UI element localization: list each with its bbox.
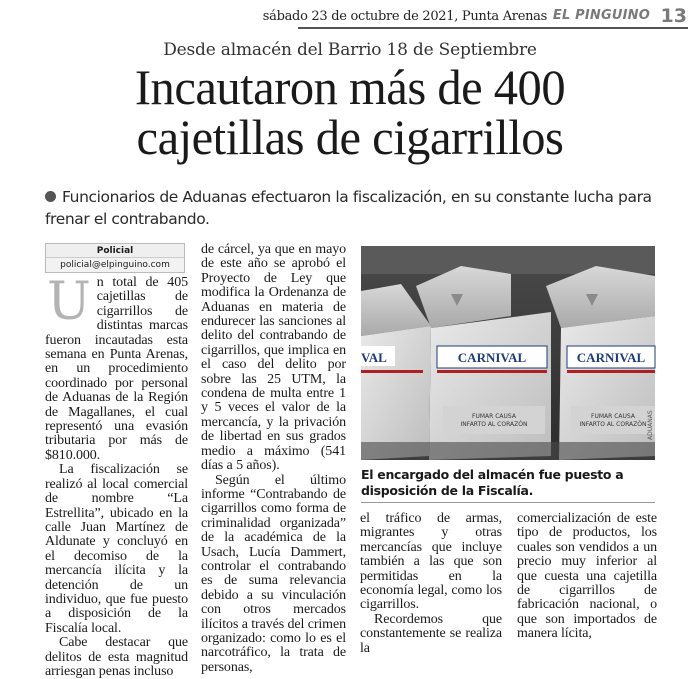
page-header [0,6,700,26]
section-email: policial@elpinguino.com [46,257,184,272]
photo-warning-2: INFARTO AL CORAZÓN [460,421,528,428]
headline-line-2: cajetillas de cigarrillos [136,109,564,165]
paragraph: Recordemos que constantemente se realiza la [360,611,502,656]
paragraph: el tráfico de armas, migrantes y otras mercancías que incluye también a las que son permitidas en la economía legal, como los cigarrillos. [360,511,502,613]
article-kicker: Desde almacén del Barrio 18 de Septiembre [163,40,537,60]
paragraph: de cárcel, ya que en mayo de este año se aprobó el Proyecto de Ley que modifica la Ordenanza de Aduanas en materia de endurecer las sanciones al delito del contrabando de cigarrillos, que implica en el caso del delito por sobre las 25 UTM, la condena de multa entre 1 y 5 veces el valor de la mercancía, y la privación de libertad en sus grados medio a máximo (541 días a 5 años). [201,242,346,474]
newspaper-brand: EL PINGUINO [552,8,650,23]
photo-brand-center: CARNIVAL [457,350,527,365]
paragraph: Según el último informe “Contrabando de cigarrillos como forma de criminalidad organizada” de la académica de la Usach, Lucía Dammert, controlar el contrabando es de suma relevancia debido a su vinculación con otros mercados ilícitos a través del crimen organizado: como lo es el narcotráfico, la trata de personas, [201,472,346,675]
paragraph-text: n total de 405 cajetillas de cigarrillos de distintas marcas fueron incautadas esta semana en Punta Arenas, en un procedimiento coordinado por personal de Aduanas de la Región de Magallanes, el cual representó una evasión tributaria por más de $810.000. [45,275,188,463]
section-label: Policial [46,244,184,257]
photo-warning-1: FUMAR CAUSA [472,413,516,420]
headline-line-1: Incautaron más de 400 [134,59,566,115]
article-photo [361,246,655,460]
photo-warning-4: INFARTO AL CORAZÓN [579,421,647,428]
drop-cap: U [47,272,91,332]
body-column-1 [45,272,188,679]
caption-rule [361,502,655,503]
photo-warning-3: FUMAR CAUSA [591,413,635,420]
page-number: 13 [660,5,687,27]
paragraph: comercialización de este tipo de productos, los cuales son vendidos a un precio muy inferior al que cuesta una cajetilla de cigarrillos de fabricación nacional, o que son importados de manera lícita, [517,511,657,642]
paragraph [45,272,188,463]
photo-credit: ADUANAS [647,410,654,440]
header-rule [298,27,688,29]
article-lead [45,186,690,230]
body-column-3 [360,512,502,656]
paragraph: Cabe destacar que delitos de esta magnitud arriesgan penas incluso [45,635,188,679]
section-tag [45,243,185,273]
lead-text: Funcionarios de Aduanas efectuaron la fiscalización, en su constante lucha para frenar el contrabando. [45,188,652,228]
cigarette-packs-illustration [361,246,655,460]
body-column-2 [201,243,346,675]
body-column-4 [517,512,657,642]
photo-brand-right: CARNIVAL [576,350,646,365]
photo-brand-left: VAL [361,350,387,365]
header-date-location: sábado 23 de octubre de 2021, Punta Arenas [262,9,547,24]
article-headline [11,59,690,165]
bullet-icon [45,191,56,202]
paragraph: La fiscalización se realizó al local comercial de nombre “La Estrellita”, ubicado en la calle Juan Martínez de Aldunate y concluyó en el decomiso de la mercancía ilícita y la detención de un individuo, que fue puesto a disposición de la Fiscalía local. [45,462,188,636]
photo-caption: El encargado del almacén fue puesto a disposición de la Fiscalía. [361,467,624,498]
